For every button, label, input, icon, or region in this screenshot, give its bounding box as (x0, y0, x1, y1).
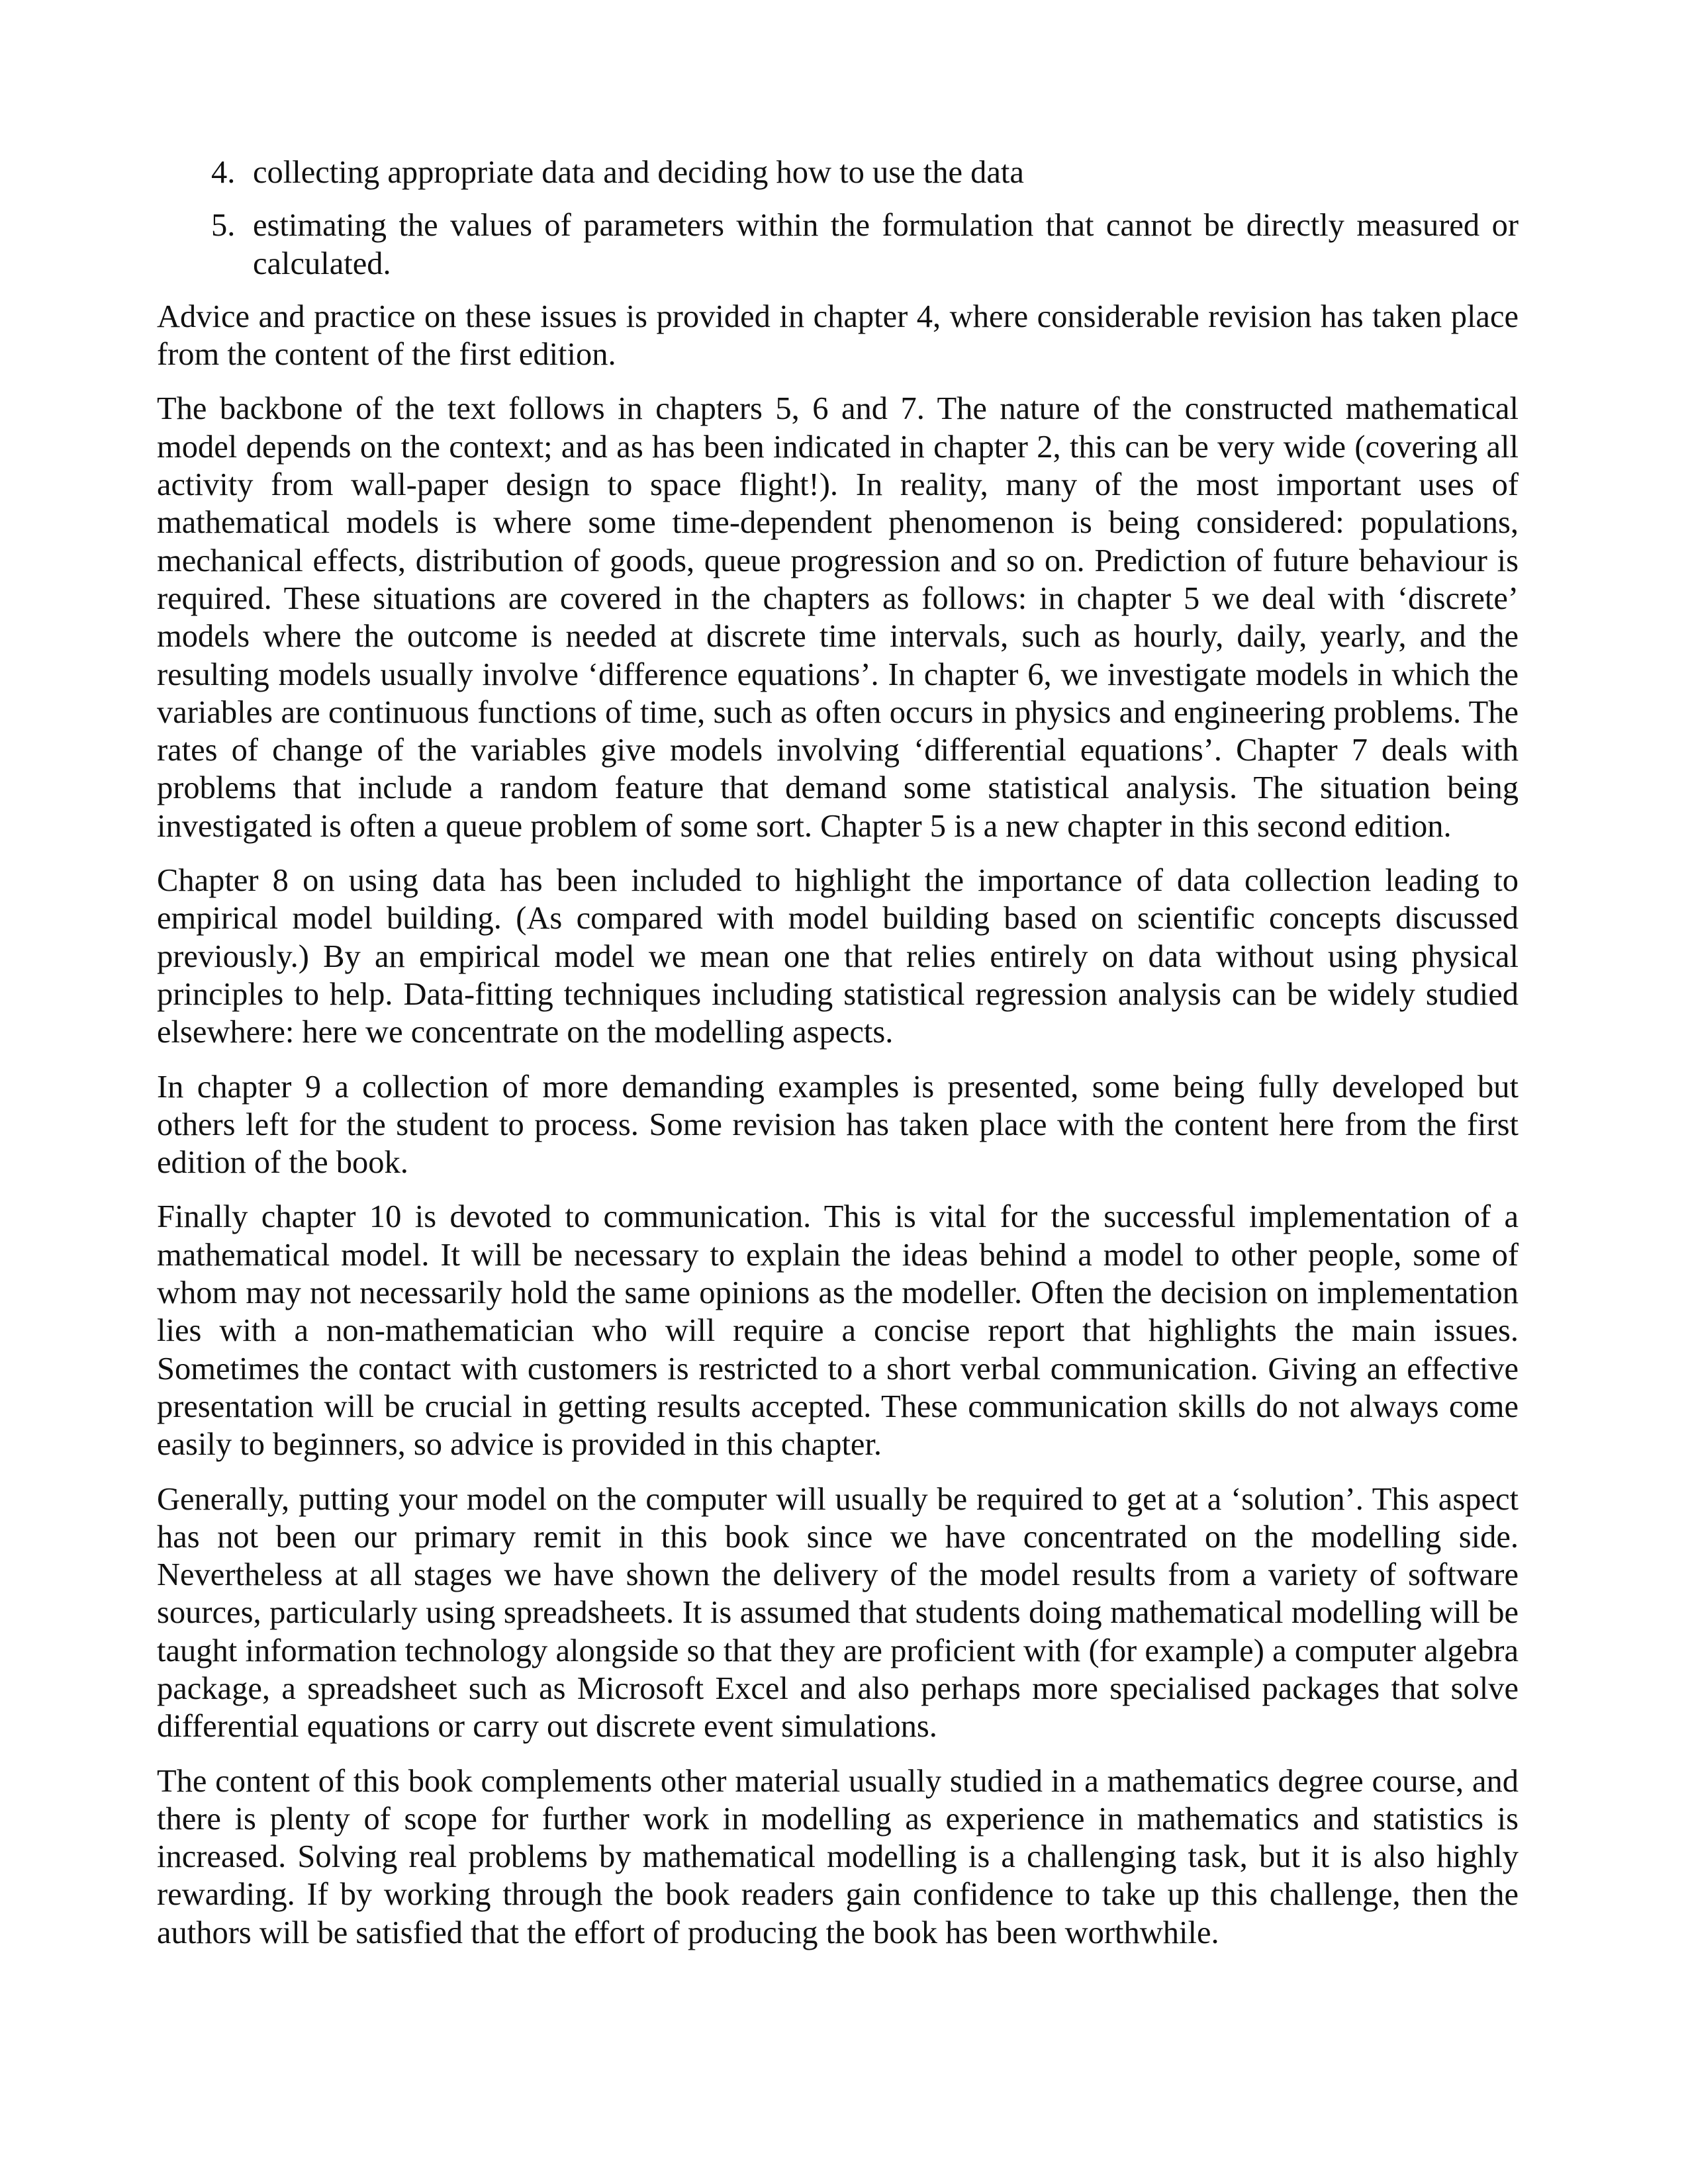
paragraph: Chapter 8 on using data has been included to highlight the importance of data collection leading to empirical model building. (As compared with model building based on scientific concepts discussed previously.) By an empirical model we mean one that relies entirely on data without using physical principles to help. Data-fitting techniques including statistical regression analysis can be widely studied elsewhere: here we concentrate on the modelling aspects. (157, 863, 1519, 1050)
paragraph: Finally chapter 10 is devoted to communication. This is vital for the successful implementation of a mathematical model. It will be necessary to explain the ideas behind a model to other people, some of whom may not necessarily hold the same opinions as the modeller. Often the decision on implementation lies with a non-mathematician who will require a concise report that highlights the main issues. Sometimes the contact with customers is restricted to a short verbal communication. Giving an effective presentation will be crucial in getting results accepted. These communication skills do not always come easily to beginners, so advice is provided in this chapter. (157, 1199, 1519, 1463)
numbered-list (157, 154, 1519, 283)
paragraph: In chapter 9 a collection of more demanding examples is presented, some being fully developed but others left for the student to process. Some revision has taken place with the content here from the first edition of the book. (157, 1069, 1519, 1181)
paragraph: The content of this book complements other material usually studied in a mathematics degree course, and there is plenty of scope for further work in modelling as experience in mathematics and statistics is increased. Solving real problems by mathematical modelling is a challenging task, but it is also highly rewarding. If by working through the book readers gain confidence to take up this challenge, then the authors will be satisfied that the effort of producing the book has been worthwhile. (157, 1763, 1519, 1950)
list-item-text: collecting appropriate data and deciding how to use the data (253, 155, 1024, 190)
list-item-text: estimating the values of parameters within the formulation that cannot be directly measured or calculated. (253, 208, 1519, 281)
paragraph: The backbone of the text follows in chapters 5, 6 and 7. The nature of the constructed mathematical model depends on the context; and as has been indicated in chapter 2, this can be very wide (covering all activity from wall-paper design to space flight!). In reality, many of the most important uses of mathematical models is where some time-dependent phenomenon is being considered: populations, mechanical effects, distribution of goods, queue progression and so on. Prediction of future behaviour is required. These situations are covered in the chapters as follows: in chapter 5 we deal with ‘discrete’ models where the outcome is needed at discrete time intervals, such as hourly, daily, yearly, and the resulting models usually involve ‘difference equations’. In chapter 6, we investigate models in which the variables are continuous functions of time, such as often occurs in physics and engineering problems. The rates of change of the variables give models involving ‘differential equations’. Chapter 7 deals with problems that include a random feature that demand some statistical analysis. The situation being investigated is often a queue problem of some sort. Chapter 5 is a new chapter in this second edition. (157, 391, 1519, 844)
list-item-number: 5. (211, 208, 236, 244)
list-item (157, 206, 1519, 283)
document-page (157, 154, 1519, 1968)
paragraph: Generally, putting your model on the computer will usually be required to get at a ‘solution’. This aspect has not been our primary remit in this book since we have concentrated on the modelling side. Nevertheless at all stages we have shown the delivery of the model results from a variety of software sources, particularly using spreadsheets. It is assumed that students doing mathematical modelling will be taught information technology alongside so that they are proficient with (for example) a computer algebra package, a spreadsheet such as Microsoft Excel and also perhaps more specialised packages that solve differential equations or carry out discrete event simulations. (157, 1481, 1519, 1745)
list-item (157, 154, 1519, 191)
list-item-number: 4. (211, 155, 236, 190)
paragraph: Advice and practice on these issues is provided in chapter 4, where considerable revision has taken place from the content of the first edition. (157, 298, 1519, 373)
